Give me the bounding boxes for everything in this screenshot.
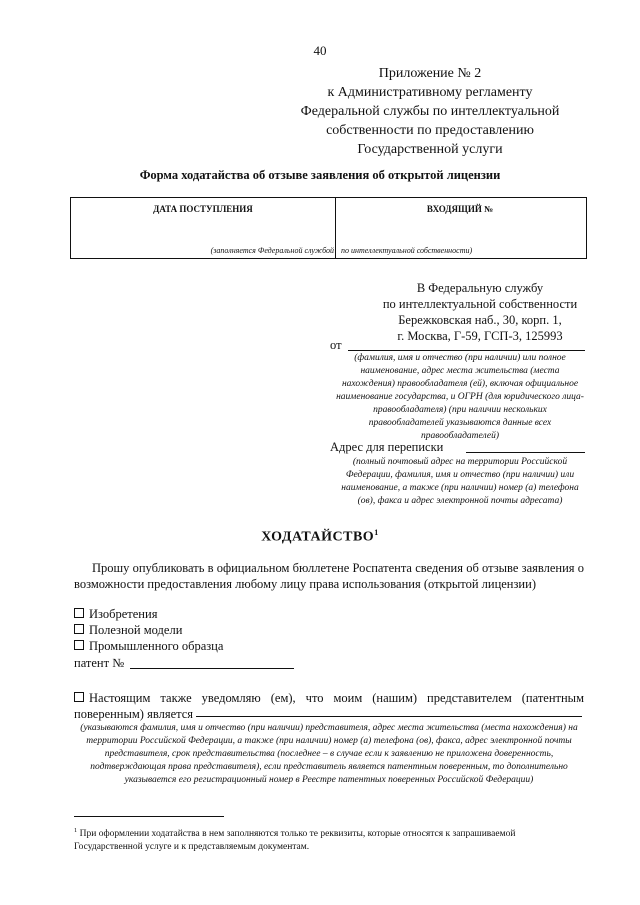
footnote xyxy=(74,824,584,854)
page-number: 40 xyxy=(313,43,327,58)
office-note-right: по интеллектуальной собственности) xyxy=(341,246,473,255)
appendix-line: собственности по предоставлению xyxy=(326,123,534,138)
patent-number-underline xyxy=(130,668,294,669)
correspondence-underline xyxy=(466,452,585,453)
option-industrial-design[interactable] xyxy=(74,638,223,654)
from-underline xyxy=(348,350,585,351)
option-utility-model-label: Полезной модели xyxy=(89,623,183,637)
checkbox-representative[interactable] xyxy=(74,692,84,702)
correspondence-address-field[interactable] xyxy=(330,440,585,456)
form-title: Форма ходатайства об отзыве заявления об открытой лицензии xyxy=(139,168,501,182)
registration-table xyxy=(70,197,587,259)
representative-notice[interactable] xyxy=(74,690,584,722)
office-note-left: (заполняется Федеральной службой xyxy=(210,246,334,255)
incoming-number-header: ВХОДЯЩИЙ № xyxy=(426,204,494,214)
option-invention[interactable] xyxy=(74,606,157,622)
addressee-block xyxy=(330,280,630,344)
appendix-line: Государственной услуги xyxy=(357,142,503,157)
patent-number-field[interactable] xyxy=(74,656,294,672)
appendix-line: Федеральной службы по интеллектуальной xyxy=(300,104,560,119)
footnote-mark: 1 xyxy=(74,827,78,834)
option-invention-label: Изобретения xyxy=(89,607,158,621)
from-label: от xyxy=(330,338,342,352)
checkbox-invention[interactable] xyxy=(74,608,84,618)
addressee-line: Бережковская наб., 30, корп. 1, xyxy=(398,313,562,327)
patent-number-label: патент № xyxy=(74,656,125,670)
footnote-ref: 1 xyxy=(374,528,379,537)
addressee-line: г. Москва, Г-59, ГСП-3, 125993 xyxy=(397,329,563,343)
option-industrial-design-label: Промышленного образца xyxy=(89,639,224,653)
appendix-line: Приложение № 2 xyxy=(378,66,482,81)
checkbox-utility-model[interactable] xyxy=(74,624,84,634)
option-utility-model[interactable] xyxy=(74,622,182,638)
from-hint: (фамилия, имя и отчество (при наличии) или полное наименование, адрес места жительства (места нахождения) правообладателя (ей), включая официальное наименование государства, и ОГРН (для юридического лица-правообладателя) (при наличии нескольких правообладателей указываются данные всех правообладателей) xyxy=(336,353,584,441)
representative-hint: (указываются фамилия, имя и отчество (при наличии) представителя, адрес места жительства (места нахождения) на территории Российской Федерации, а также (при наличии) номер (а) телефона (ов), факса, адрес электронной почты представителя, срок представительства (последнее – в случае если к заявлению не приложена доверенность, подтверждающая права представителя), если представитель является патентным поверенным, то дополнительно указывается его регистрационный номер в Реестре патентных поверенных Российской Федерации) xyxy=(80,723,578,785)
appendix-header xyxy=(280,64,580,159)
representative-text: Настоящим также уведомляю (ем), что моим (нашим) представителем (патентным поверенным) является xyxy=(74,691,584,721)
appendix-line: к Административному регламенту xyxy=(327,85,533,100)
petition-title xyxy=(0,528,640,546)
footnote-separator xyxy=(74,816,224,817)
representative-underline xyxy=(196,716,582,717)
checkbox-industrial-design[interactable] xyxy=(74,640,84,650)
footnote-text: При оформлении ходатайства в нем заполняются только те реквизиты, которые относятся к запрашиваемой Государственной услуге и к представляемым документам. xyxy=(74,829,516,853)
correspondence-label: Адрес для переписки xyxy=(330,440,444,454)
addressee-line: по интеллектуальной собственности xyxy=(382,297,578,311)
date-received-header: ДАТА ПОСТУПЛЕНИЯ xyxy=(153,204,253,214)
addressee-line: В Федеральную службу xyxy=(416,281,544,295)
correspondence-hint: (полный почтовый адрес на территории Российской Федерации, фамилия, имя и отчество (при наличии) или наименование, а также (при наличии) номер (а) телефона (ов), факса и адрес электронной почты адресата) xyxy=(341,457,579,506)
petition-title-text: ХОДАТАЙСТВО xyxy=(261,529,375,545)
petition-request-text: Прошу опубликовать в официальном бюллетене Роспатента сведения об отзыве заявления о возможности предоставления любому лицу права использования (открытой лицензии) xyxy=(74,561,584,591)
